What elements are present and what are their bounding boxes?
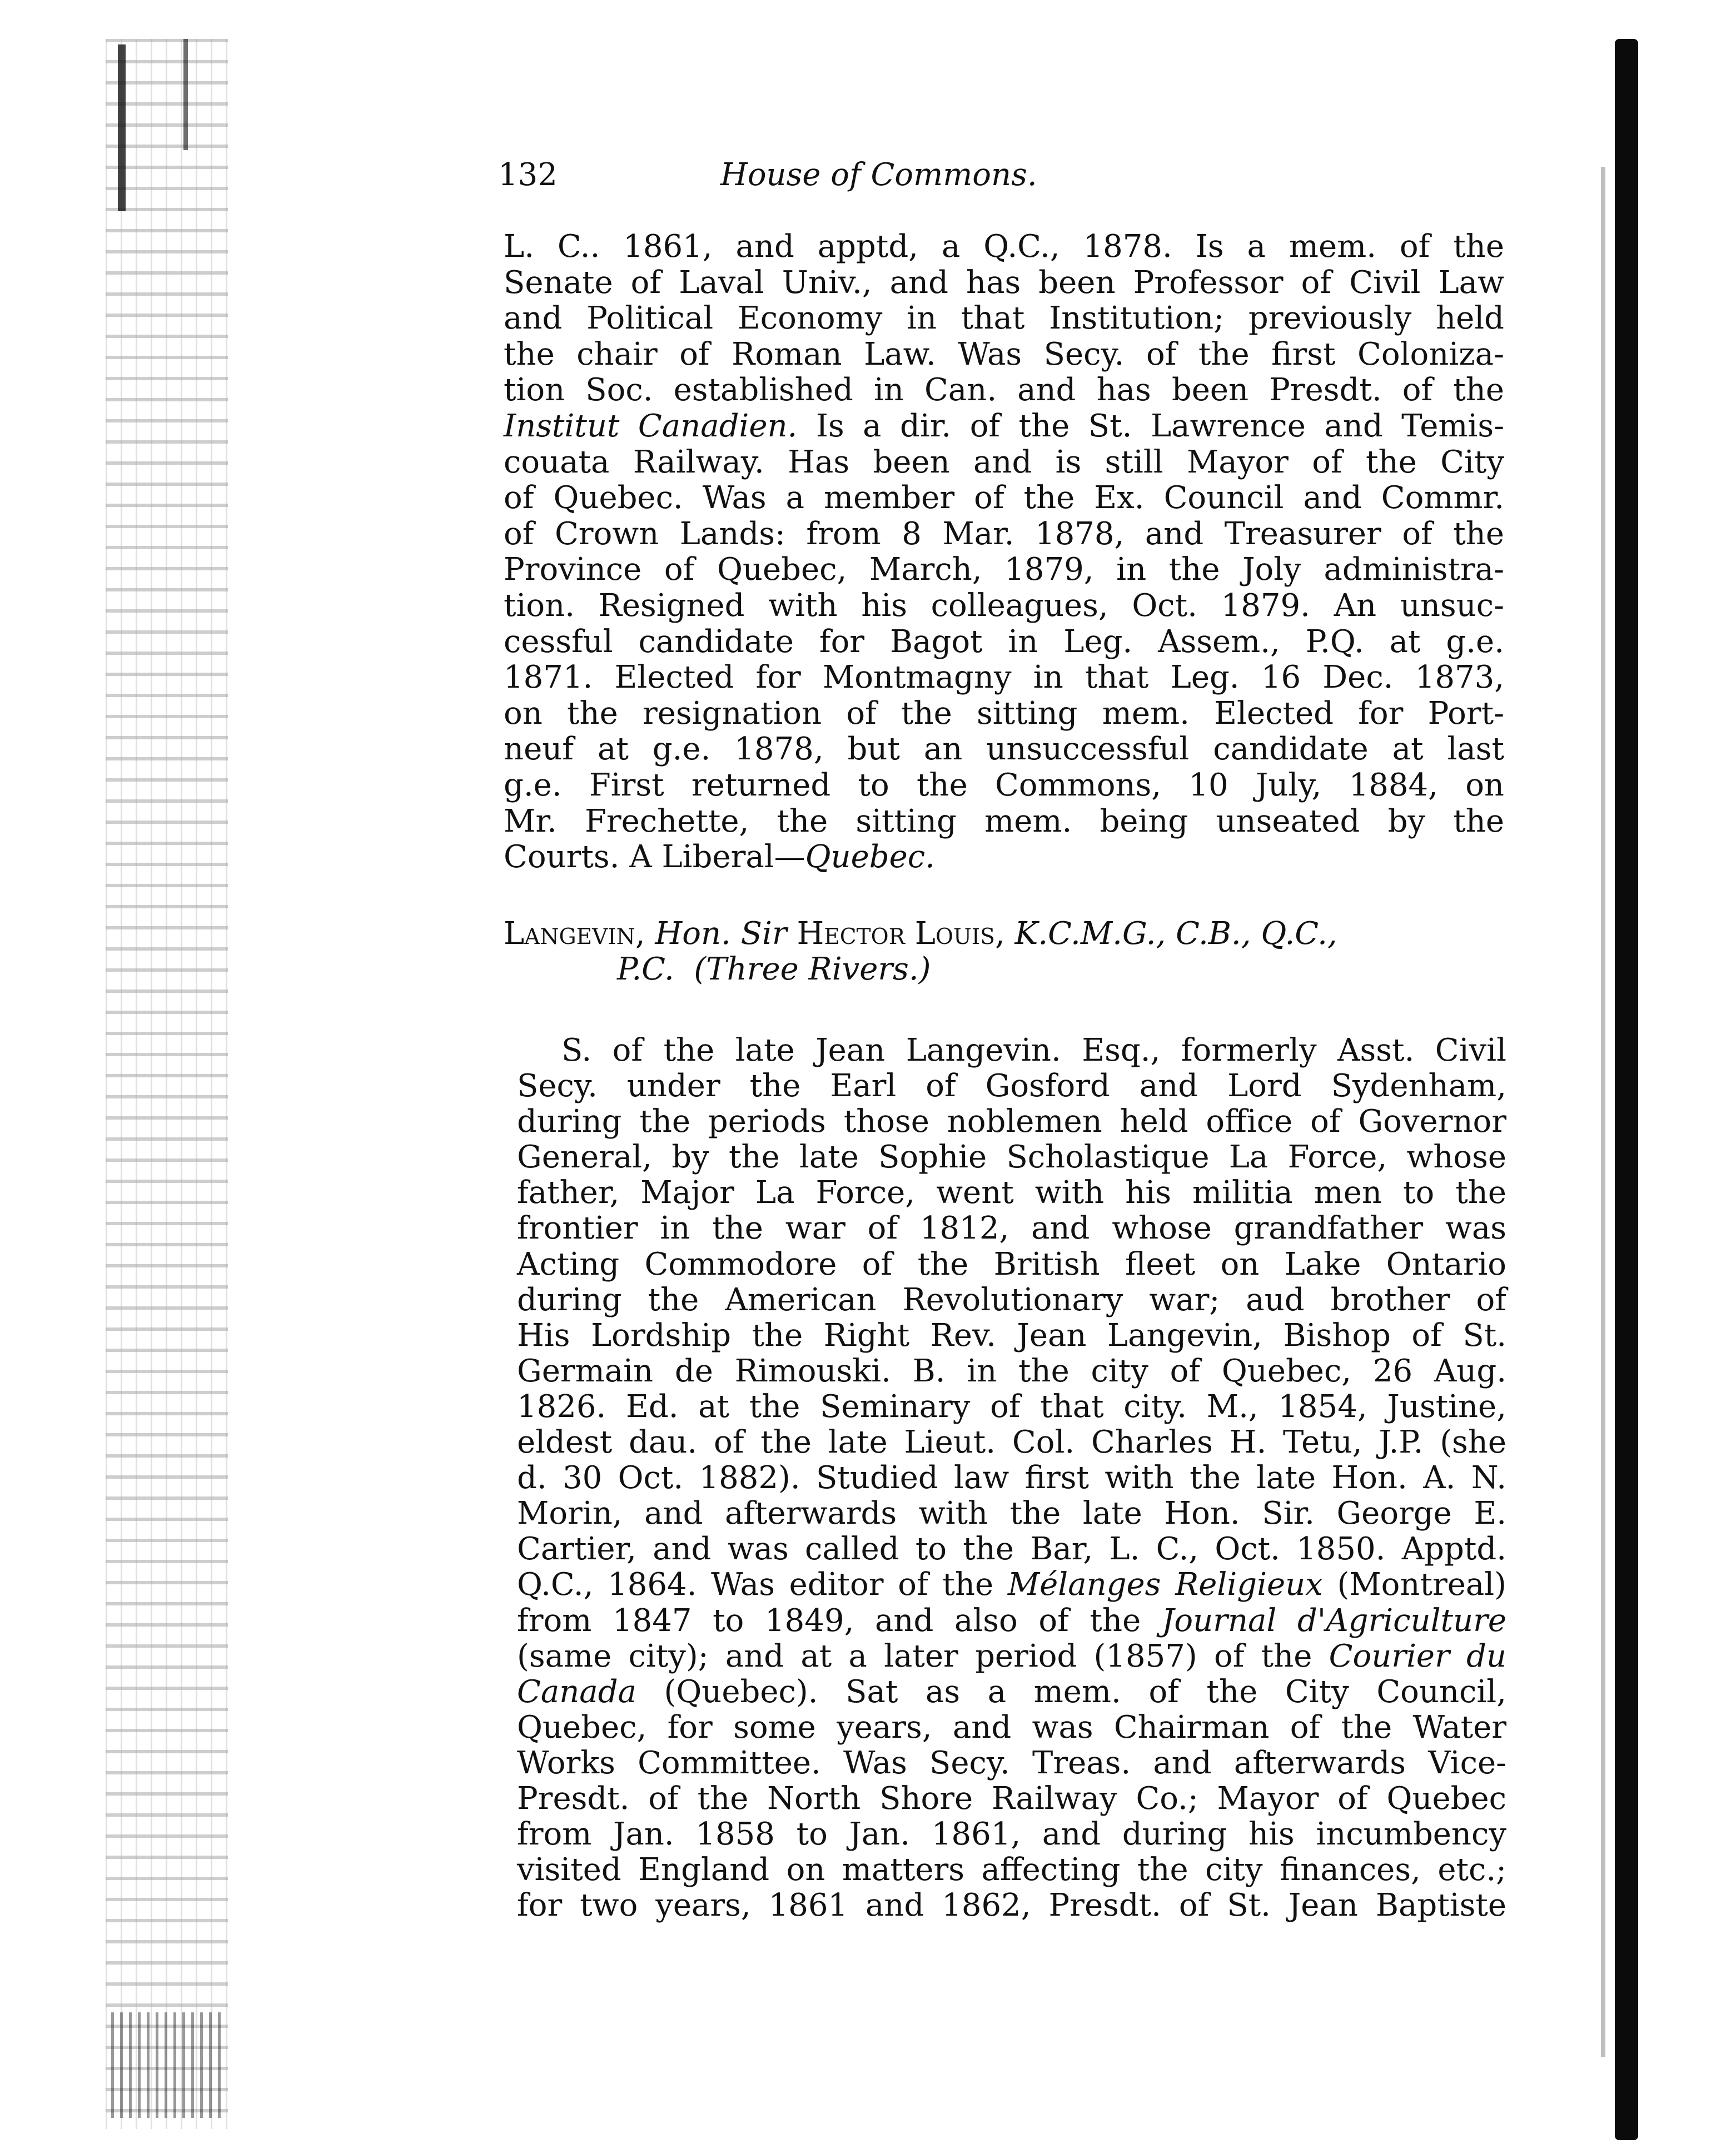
italic-text: Journal d'Agriculture <box>1161 1602 1506 1639</box>
running-title: House of Commons. <box>720 157 1037 193</box>
text-line: father, Major La Force, went with his militia men to the <box>517 1175 1506 1211</box>
paragraph-biography <box>517 1033 1506 1923</box>
scan-margin-noise <box>106 39 228 2129</box>
italic-text: Mélanges Religieux <box>1007 1567 1323 1603</box>
italic-text: Courier du <box>1329 1638 1506 1674</box>
text-fragment: (Quebec). Sat as a mem. of the City Council, <box>636 1673 1506 1710</box>
text-fragment: Is a dir. of the St. Lawrence and Temis- <box>797 407 1505 444</box>
text-line: Secy. under the Earl of Gosford and Lord Sydenham, <box>517 1068 1506 1105</box>
text-line: tion. Resigned with his colleagues, Oct. 1879. An unsuc- <box>504 587 1504 624</box>
text-line <box>504 839 1504 876</box>
entry-honours: K.C.M.G., C.B., Q.C., <box>1014 916 1337 952</box>
text-line <box>517 1603 1506 1639</box>
page-header <box>498 157 1221 196</box>
text-line: and Political Economy in that Institution; previously held <box>504 300 1504 337</box>
text-line: for two years, 1861 and 1862, Presdt. of St. Jean Baptiste <box>517 1887 1506 1924</box>
text-line: Presdt. of the North Shore Railway Co.; Mayor of Quebec <box>517 1780 1506 1817</box>
text-line: neuf at g.e. 1878, but an unsuccessful candidate at last <box>504 731 1504 768</box>
italic-text: Canada <box>517 1673 636 1710</box>
text-line: His Lordship the Right Rev. Jean Langevin, Bishop of St. <box>517 1317 1506 1354</box>
text-line: Works Committee. Was Secy. Treas. and afterwards Vice- <box>517 1744 1506 1781</box>
entry-heading <box>504 916 1504 987</box>
text-fragment: Q.C., 1864. Was editor of the <box>517 1567 1008 1603</box>
text-line: 1826. Ed. at the Seminary of that city. M., 1854, Justine, <box>517 1388 1506 1425</box>
punctuation: , <box>994 916 1015 952</box>
entry-heading-line-2 <box>504 952 1504 987</box>
scan-margin-mark <box>183 39 188 150</box>
italic-text: Institut Canadien. <box>504 407 798 444</box>
text-line: General, by the late Sophie Scholastique La Force, whose <box>517 1139 1506 1176</box>
page-number: 132 <box>498 157 558 193</box>
entry-honours-2: P.C. <box>617 951 674 987</box>
text-line: S. of the late Jean Langevin. Esq., formerly Asst. Civil <box>561 1032 1506 1068</box>
text-line: visited England on matters affecting the city finances, etc.; <box>517 1852 1506 1888</box>
scan-margin-noise <box>111 2012 222 2118</box>
text-fragment: from 1847 to 1849, and also of the <box>517 1602 1162 1639</box>
text-line: frontier in the war of 1812, and whose grandfather was <box>517 1210 1506 1247</box>
binding-edge <box>1615 39 1638 2140</box>
text-line: of Quebec. Was a member of the Ex. Council and Commr. <box>504 480 1504 516</box>
text-line: L. C.. 1861, and apptd, a Q.C., 1878. Is a mem. of the <box>504 228 1504 265</box>
entry-given-names: Hector Louis <box>797 916 995 952</box>
text-line: Germain de Rimouski. B. in the city of Quebec, 26 Aug. <box>517 1353 1506 1389</box>
text-line <box>504 409 1504 445</box>
text-line: couata Railway. Has been and is still Mayor of the City <box>504 444 1504 480</box>
text-line: d. 30 Oct. 1882). Studied law first with the late Hon. A. N. <box>517 1460 1506 1496</box>
text-line: Acting Commodore of the British fleet on Lake Ontario <box>517 1246 1506 1282</box>
entry-constituency: (Three Rivers.) <box>694 951 931 987</box>
text-fragment: (same city); and at a later period (1857) of the <box>517 1638 1329 1674</box>
scan-margin-mark <box>118 44 126 211</box>
text-line: tion Soc. established in Can. and has been Presdt. of the <box>504 372 1504 409</box>
entry-surname: Langevin <box>504 916 635 952</box>
text-line: cessful candidate for Bagot in Leg. Assem., P.Q. at g.e. <box>504 623 1504 660</box>
text-line: during the periods those noblemen held office of Governor <box>517 1103 1506 1140</box>
text-line: Morin, and afterwards with the late Hon. Sir. George E. <box>517 1495 1506 1532</box>
text-line <box>517 1674 1506 1710</box>
binding-shadow <box>1601 167 1605 2057</box>
text-line: Quebec, for some years, and was Chairman of the Water <box>517 1709 1506 1746</box>
text-line <box>517 1639 1506 1674</box>
text-line: Cartier, and was called to the Bar, L. C., Oct. 1850. Apptd. <box>517 1531 1506 1568</box>
text-line: 1871. Elected for Montmagny in that Leg. 16 Dec. 1873, <box>504 659 1504 696</box>
text-line: eldest dau. of the late Lieut. Col. Charles H. Tetu, J.P. (she <box>517 1424 1506 1461</box>
punctuation: , <box>635 916 655 952</box>
text-line <box>517 1567 1506 1603</box>
paragraph-continued <box>504 229 1504 876</box>
entry-honorific: Hon. Sir <box>655 916 787 952</box>
text-line: g.e. First returned to the Commons, 10 July, 1884, on <box>504 767 1504 803</box>
text-line: Province of Quebec, March, 1879, in the Joly administra- <box>504 551 1504 588</box>
text-line: from Jan. 1858 to Jan. 1861, and during his incumbency <box>517 1816 1506 1853</box>
text-line: of Crown Lands: from 8 Mar. 1878, and Treasurer of the <box>504 515 1504 552</box>
italic-text: Quebec. <box>805 839 935 876</box>
text-fragment: Courts. A Liberal— <box>504 839 805 876</box>
text-line: during the American Revolutionary war; aud brother of <box>517 1281 1506 1318</box>
text-line: on the resignation of the sitting mem. Elected for Port- <box>504 695 1504 732</box>
text-line: Senate of Laval Univ., and has been Professor of Civil Law <box>504 264 1504 301</box>
text-line: the chair of Roman Law. Was Secy. of the first Coloniza- <box>504 336 1504 372</box>
text-line: Mr. Frechette, the sitting mem. being unseated by the <box>504 803 1504 839</box>
text-fragment: (Montreal) <box>1322 1567 1507 1603</box>
